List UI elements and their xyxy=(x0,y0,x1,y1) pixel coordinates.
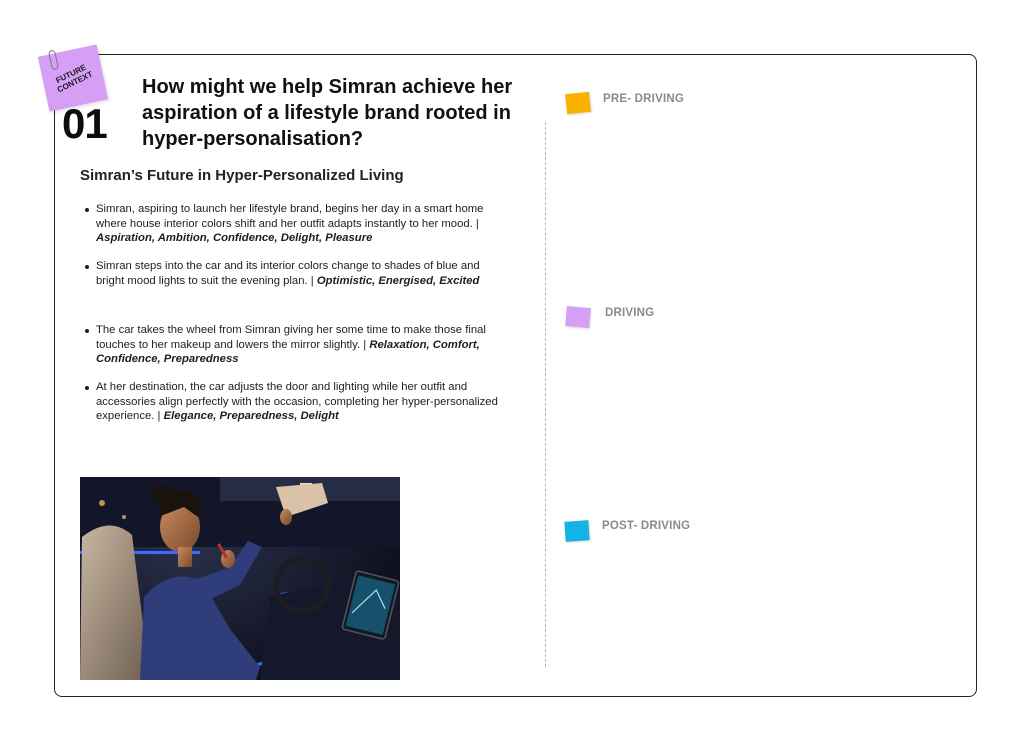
woman-in-car-image xyxy=(80,477,400,680)
bullet-text: Simran, aspiring to launch her lifestyle brand, begins her day in a smart home where house interior colors shift and her outfit adapts instantly to her mood. | xyxy=(96,203,484,230)
list-item xyxy=(80,259,500,288)
driving-sticky-note xyxy=(565,306,591,328)
bullet-text: Simran steps into the car and its interior colors change to shades of blue and bright mood lights to suit the evening plan. | xyxy=(96,260,480,287)
bullet-emotions: Optimistic, Energised, Excited xyxy=(316,274,480,287)
phase-label-pre-driving: PRE- DRIVING xyxy=(603,93,684,105)
sticky-note-label: FUTURE CONTEXT xyxy=(54,62,95,95)
car-interior-photo xyxy=(80,477,400,680)
phase-label-driving: DRIVING xyxy=(605,307,655,319)
bullet-emotions: Elegance, Preparedness, Delight xyxy=(163,410,339,423)
list-item xyxy=(80,380,500,424)
section-number: 01 xyxy=(62,100,107,147)
bullet-text: At her destination, the car adjusts the door and lighting while her outfit and accessories align perfectly with the occasion, completing her hyper-personalized experience. | xyxy=(96,381,498,423)
list-item xyxy=(80,323,500,367)
bullet-text: The car takes the wheel from Simran giving her some time to make those final touches to her makeup and lowers the mirror slightly. | xyxy=(96,324,486,351)
list-item xyxy=(80,202,500,246)
hmw-question: How might we help Simran achieve her aspiration of a lifestyle brand rooted in hyper-personalisation? xyxy=(142,76,513,150)
phase-label-post-driving: POST- DRIVING xyxy=(602,520,691,532)
section-subtitle: Simran’s Future in Hyper-Personalized Living xyxy=(80,167,404,184)
bullet-emotions: Relaxation, Comfort, Confidence, Preparedness xyxy=(96,338,480,366)
pre-driving-sticky-note xyxy=(565,92,591,114)
bullet-emotions: Aspiration, Ambition, Confidence, Delight, Pleasure xyxy=(96,232,373,245)
timeline-divider xyxy=(545,122,546,667)
post-driving-sticky-note xyxy=(564,520,589,542)
